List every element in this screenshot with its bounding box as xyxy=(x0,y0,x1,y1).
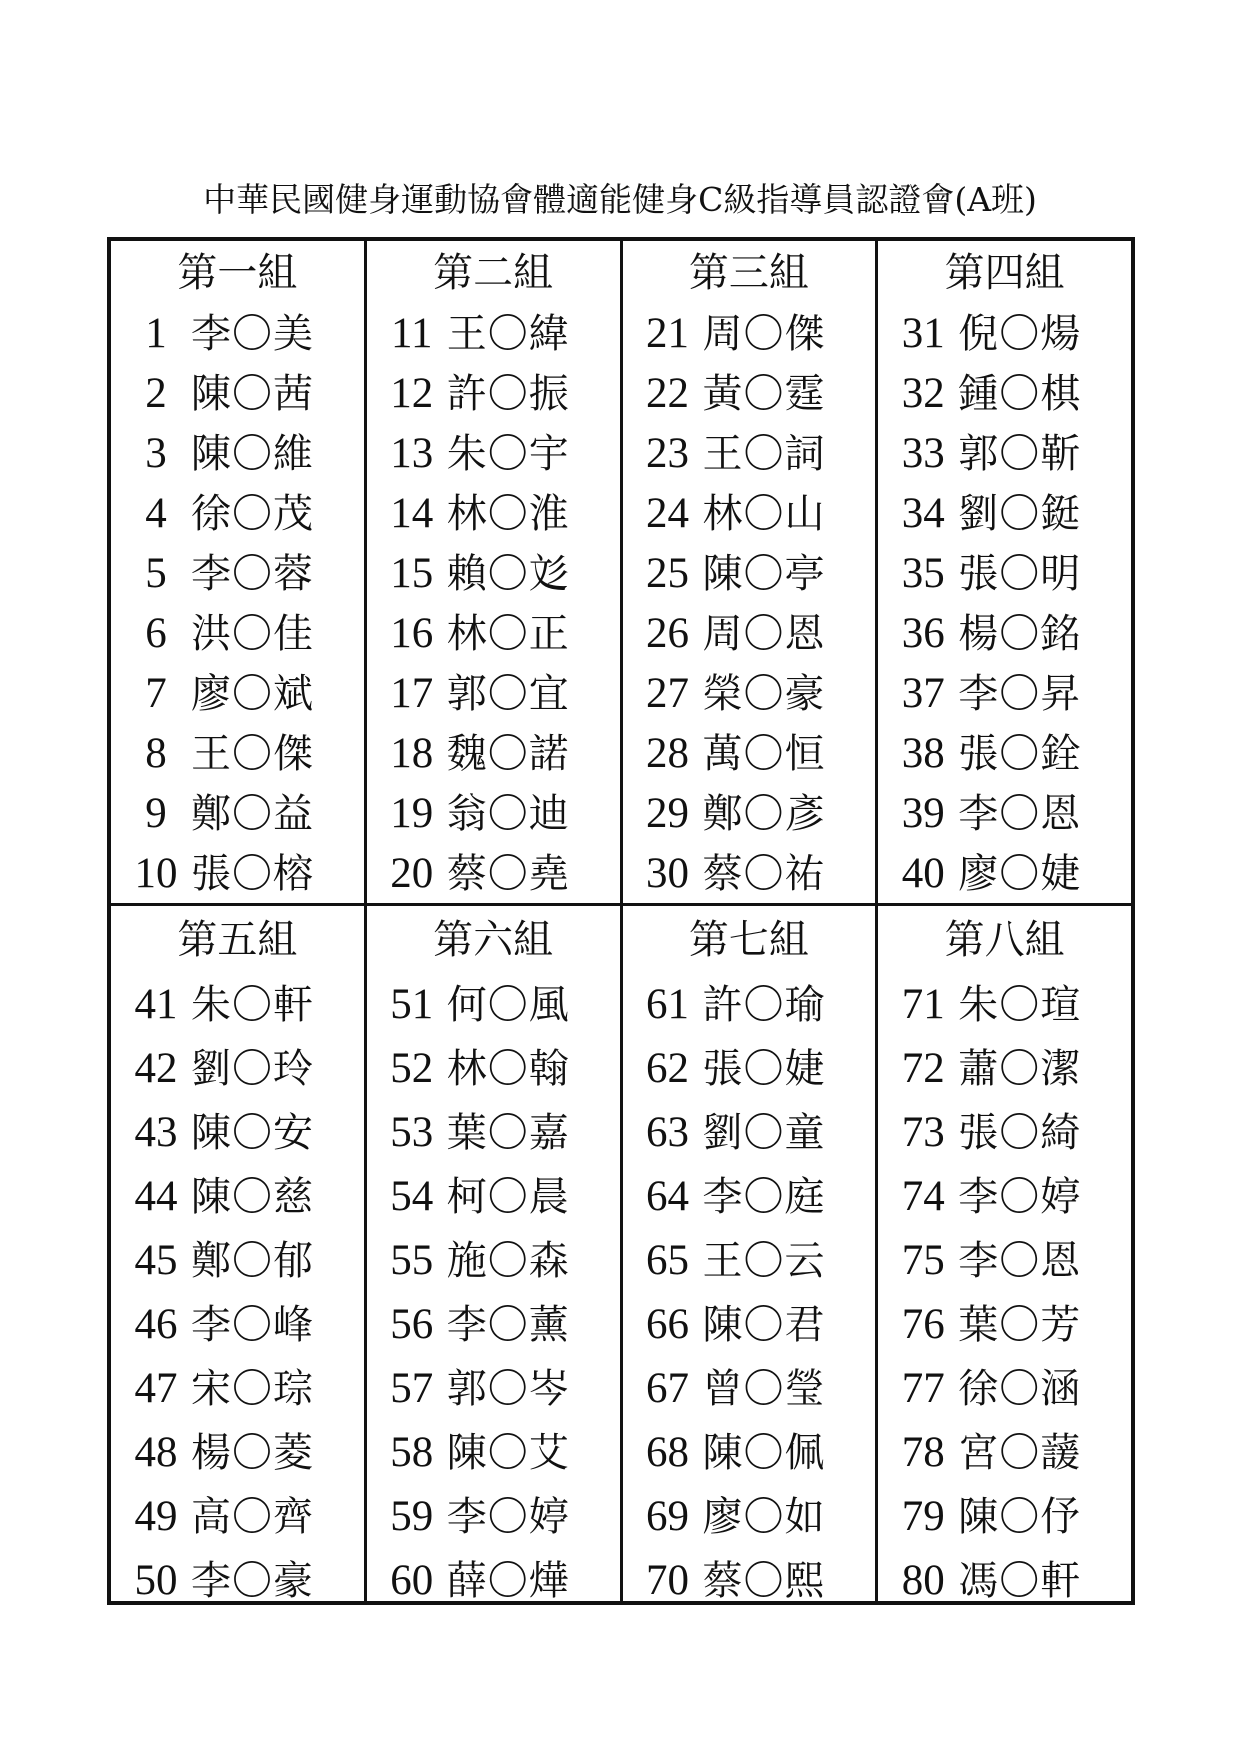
member-row xyxy=(623,1549,876,1613)
member-row xyxy=(878,1101,1131,1165)
member-name: 葉〇芳 xyxy=(958,1302,1082,1348)
member-row xyxy=(878,1485,1131,1549)
member-list xyxy=(623,973,876,1613)
member-number: 7 xyxy=(145,670,167,717)
member-name: 周〇傑 xyxy=(702,311,826,357)
member-name: 郭〇靳 xyxy=(958,431,1082,477)
group-heading: 第五組 xyxy=(177,917,298,963)
member-number: 72 xyxy=(901,1045,945,1092)
member-number: 54 xyxy=(390,1173,434,1220)
member-name: 宋〇琮 xyxy=(191,1366,314,1412)
member-number: 68 xyxy=(646,1429,689,1476)
member-number: 50 xyxy=(134,1557,178,1604)
member-name: 張〇銓 xyxy=(958,731,1082,777)
member-name: 陳〇亭 xyxy=(702,551,826,597)
member-row xyxy=(623,364,876,424)
group-heading: 第六組 xyxy=(433,917,554,963)
member-number: 80 xyxy=(901,1557,945,1604)
member-name: 榮〇豪 xyxy=(702,671,826,717)
member-row xyxy=(878,784,1131,844)
member-name: 柯〇晨 xyxy=(446,1174,570,1220)
member-number: 31 xyxy=(901,310,945,357)
member-name: 林〇山 xyxy=(702,491,826,537)
member-number: 20 xyxy=(390,850,434,897)
member-name: 王〇傑 xyxy=(191,731,314,777)
member-name: 劉〇鋌 xyxy=(958,491,1082,537)
member-name: 林〇翰 xyxy=(446,1046,570,1092)
member-row xyxy=(367,1485,620,1549)
member-row xyxy=(111,1037,364,1101)
member-row xyxy=(367,304,620,364)
member-number: 24 xyxy=(646,490,689,537)
member-name: 張〇綺 xyxy=(958,1110,1082,1156)
group-heading: 第二組 xyxy=(433,250,554,296)
member-row xyxy=(623,1037,876,1101)
member-number: 60 xyxy=(390,1557,434,1604)
member-name: 宮〇蘐 xyxy=(958,1430,1082,1476)
member-number: 41 xyxy=(134,981,178,1028)
member-row xyxy=(878,1037,1131,1101)
member-name: 李〇薰 xyxy=(446,1302,570,1348)
member-row xyxy=(878,973,1131,1037)
member-row xyxy=(623,724,876,784)
member-row xyxy=(367,1229,620,1293)
member-name: 陳〇君 xyxy=(702,1302,826,1348)
member-name: 李〇豪 xyxy=(191,1558,314,1604)
group-heading: 第七組 xyxy=(688,917,809,963)
member-row xyxy=(111,1485,364,1549)
member-name: 朱〇宇 xyxy=(446,431,570,477)
member-number: 71 xyxy=(901,981,945,1028)
member-row xyxy=(367,1165,620,1229)
member-row xyxy=(623,1229,876,1293)
member-name: 林〇正 xyxy=(446,611,570,657)
member-row xyxy=(623,1165,876,1229)
member-name: 葉〇嘉 xyxy=(446,1110,570,1156)
member-row xyxy=(878,1357,1131,1421)
member-name: 李〇恩 xyxy=(958,791,1082,837)
member-name: 曾〇瑩 xyxy=(702,1366,826,1412)
member-number: 10 xyxy=(134,850,178,897)
member-row xyxy=(367,544,620,604)
member-row xyxy=(623,973,876,1037)
member-number: 21 xyxy=(646,310,689,357)
member-row xyxy=(878,304,1131,364)
member-row xyxy=(367,1293,620,1357)
member-row xyxy=(367,604,620,664)
member-number: 35 xyxy=(901,550,945,597)
member-row xyxy=(623,664,876,724)
group-heading: 第一組 xyxy=(177,250,298,296)
member-number: 6 xyxy=(145,610,167,657)
member-number: 33 xyxy=(901,430,945,477)
member-name: 廖〇如 xyxy=(702,1494,826,1540)
member-list xyxy=(367,304,620,904)
member-row xyxy=(878,1229,1131,1293)
member-name: 陳〇茜 xyxy=(191,371,314,417)
member-name: 翁〇迪 xyxy=(446,791,570,837)
member-name: 高〇齊 xyxy=(191,1494,314,1540)
member-row xyxy=(367,1549,620,1613)
member-name: 施〇森 xyxy=(446,1238,570,1284)
member-row xyxy=(623,604,876,664)
member-name: 廖〇斌 xyxy=(191,671,314,717)
member-number: 78 xyxy=(901,1429,945,1476)
member-number: 36 xyxy=(901,610,945,657)
member-name: 蔡〇祐 xyxy=(702,851,826,897)
member-name: 楊〇菱 xyxy=(191,1430,314,1476)
group-cell xyxy=(878,906,1131,1604)
member-number: 18 xyxy=(390,730,434,777)
member-number: 16 xyxy=(390,610,434,657)
member-number: 32 xyxy=(901,370,945,417)
member-name: 李〇婷 xyxy=(958,1174,1082,1220)
member-number: 58 xyxy=(390,1429,434,1476)
member-number: 17 xyxy=(390,670,434,717)
member-number: 8 xyxy=(145,730,167,777)
member-row xyxy=(623,1485,876,1549)
member-row xyxy=(367,1037,620,1101)
member-row xyxy=(111,1293,364,1357)
member-name: 林〇淮 xyxy=(446,491,570,537)
member-row xyxy=(367,844,620,904)
member-number: 53 xyxy=(390,1109,434,1156)
member-number: 13 xyxy=(390,430,434,477)
member-name: 洪〇佳 xyxy=(191,611,314,657)
member-number: 77 xyxy=(901,1365,945,1412)
group-heading: 第四組 xyxy=(944,250,1065,296)
member-row xyxy=(623,1421,876,1485)
roster-row-bottom xyxy=(111,903,1131,1604)
member-number: 2 xyxy=(145,370,167,417)
member-name: 周〇恩 xyxy=(702,611,826,657)
member-number: 46 xyxy=(134,1301,178,1348)
member-row xyxy=(111,1165,364,1229)
member-row xyxy=(111,484,364,544)
member-name: 蔡〇熙 xyxy=(702,1558,826,1604)
member-row xyxy=(623,424,876,484)
member-number: 73 xyxy=(901,1109,945,1156)
member-number: 74 xyxy=(901,1173,945,1220)
member-number: 27 xyxy=(646,670,689,717)
member-name: 李〇庭 xyxy=(702,1174,826,1220)
member-number: 64 xyxy=(646,1173,689,1220)
member-row xyxy=(367,784,620,844)
group-cell xyxy=(367,241,623,903)
member-number: 14 xyxy=(390,490,434,537)
member-row xyxy=(623,844,876,904)
member-number: 76 xyxy=(901,1301,945,1348)
member-row xyxy=(367,664,620,724)
member-row xyxy=(878,544,1131,604)
member-name: 郭〇岑 xyxy=(446,1366,570,1412)
member-number: 12 xyxy=(390,370,434,417)
member-row xyxy=(111,1229,364,1293)
member-number: 23 xyxy=(646,430,689,477)
member-name: 何〇風 xyxy=(446,982,570,1028)
member-row xyxy=(111,973,364,1037)
member-name: 張〇明 xyxy=(958,551,1082,597)
member-name: 薛〇燁 xyxy=(446,1558,570,1604)
member-name: 朱〇軒 xyxy=(191,982,314,1028)
member-list xyxy=(623,304,876,904)
member-number: 65 xyxy=(646,1237,689,1284)
member-name: 鍾〇棋 xyxy=(958,371,1082,417)
member-number: 56 xyxy=(390,1301,434,1348)
member-row xyxy=(367,724,620,784)
member-name: 徐〇茂 xyxy=(191,491,314,537)
member-number: 30 xyxy=(646,850,689,897)
member-row xyxy=(623,784,876,844)
member-row xyxy=(878,1421,1131,1485)
member-name: 王〇云 xyxy=(702,1238,826,1284)
member-number: 15 xyxy=(390,550,434,597)
member-name: 李〇婷 xyxy=(446,1494,570,1540)
member-row xyxy=(111,604,364,664)
member-list xyxy=(111,973,364,1613)
member-name: 李〇昇 xyxy=(958,671,1082,717)
member-number: 45 xyxy=(134,1237,178,1284)
member-number: 55 xyxy=(390,1237,434,1284)
member-number: 44 xyxy=(134,1173,178,1220)
member-name: 許〇瑜 xyxy=(702,982,826,1028)
member-row xyxy=(367,1357,620,1421)
group-cell xyxy=(623,241,879,903)
member-row xyxy=(878,1549,1131,1613)
group-cell xyxy=(111,241,367,903)
member-name: 鄭〇益 xyxy=(191,791,314,837)
member-number: 61 xyxy=(646,981,689,1028)
member-number: 1 xyxy=(145,310,167,357)
member-row xyxy=(878,844,1131,904)
member-number: 66 xyxy=(646,1301,689,1348)
member-number: 4 xyxy=(145,490,167,537)
member-number: 22 xyxy=(646,370,689,417)
member-number: 28 xyxy=(646,730,689,777)
member-name: 陳〇安 xyxy=(191,1110,314,1156)
group-roster-table xyxy=(107,237,1135,1605)
member-name: 陳〇慈 xyxy=(191,1174,314,1220)
member-row xyxy=(878,604,1131,664)
member-name: 劉〇童 xyxy=(702,1110,826,1156)
member-name: 陳〇佩 xyxy=(702,1430,826,1476)
member-number: 37 xyxy=(901,670,945,717)
group-cell xyxy=(367,906,623,1604)
member-number: 29 xyxy=(646,790,689,837)
member-name: 鄭〇彥 xyxy=(702,791,826,837)
member-row xyxy=(878,1293,1131,1357)
member-name: 王〇詞 xyxy=(702,431,826,477)
member-name: 李〇美 xyxy=(191,311,314,357)
member-name: 蕭〇潔 xyxy=(958,1046,1082,1092)
member-name: 郭〇宜 xyxy=(446,671,570,717)
member-name: 許〇振 xyxy=(446,371,570,417)
member-row xyxy=(111,844,364,904)
member-number: 11 xyxy=(391,310,433,357)
member-number: 39 xyxy=(901,790,945,837)
member-row xyxy=(111,664,364,724)
member-row xyxy=(623,1357,876,1421)
member-name: 張〇婕 xyxy=(702,1046,826,1092)
member-row xyxy=(111,1421,364,1485)
member-number: 43 xyxy=(134,1109,178,1156)
member-row xyxy=(367,973,620,1037)
page-title: 中華民國健身運動協會體適能健身C級指導員認證會(A班) xyxy=(203,180,1037,219)
member-name: 李〇恩 xyxy=(958,1238,1082,1284)
roster-row-top xyxy=(111,241,1131,903)
member-number: 26 xyxy=(646,610,689,657)
member-number: 34 xyxy=(901,490,945,537)
member-row xyxy=(111,544,364,604)
member-number: 69 xyxy=(646,1493,689,1540)
group-cell xyxy=(111,906,367,1604)
group-heading: 第八組 xyxy=(944,917,1065,963)
member-row xyxy=(878,724,1131,784)
member-row xyxy=(878,484,1131,544)
member-name: 鄭〇郁 xyxy=(191,1238,314,1284)
member-number: 9 xyxy=(145,790,167,837)
member-number: 40 xyxy=(901,850,945,897)
member-name: 陳〇維 xyxy=(191,431,314,477)
member-number: 52 xyxy=(390,1045,434,1092)
member-number: 49 xyxy=(134,1493,178,1540)
member-row xyxy=(111,1357,364,1421)
member-name: 朱〇瑄 xyxy=(958,982,1082,1028)
member-number: 63 xyxy=(646,1109,689,1156)
member-name: 廖〇婕 xyxy=(958,851,1082,897)
member-row xyxy=(878,364,1131,424)
member-number: 38 xyxy=(901,730,945,777)
member-number: 67 xyxy=(646,1365,689,1412)
member-number: 59 xyxy=(390,1493,434,1540)
member-row xyxy=(111,364,364,424)
member-number: 75 xyxy=(901,1237,945,1284)
member-number: 3 xyxy=(145,430,167,477)
member-row xyxy=(367,364,620,424)
member-name: 蔡〇堯 xyxy=(446,851,570,897)
member-row xyxy=(878,1165,1131,1229)
member-number: 48 xyxy=(134,1429,178,1476)
member-number: 42 xyxy=(134,1045,178,1092)
member-name: 賴〇彣 xyxy=(446,551,570,597)
member-name: 馮〇軒 xyxy=(958,1558,1082,1604)
member-row xyxy=(111,424,364,484)
member-row xyxy=(367,1101,620,1165)
member-name: 楊〇銘 xyxy=(958,611,1082,657)
member-row xyxy=(111,1101,364,1165)
group-cell xyxy=(623,906,879,1604)
member-name: 陳〇伃 xyxy=(958,1494,1082,1540)
member-name: 黃〇霆 xyxy=(702,371,826,417)
member-number: 70 xyxy=(646,1557,689,1604)
member-row xyxy=(367,424,620,484)
member-row xyxy=(878,424,1131,484)
member-number: 19 xyxy=(390,790,434,837)
member-number: 5 xyxy=(145,550,167,597)
member-row xyxy=(623,544,876,604)
member-row xyxy=(111,304,364,364)
member-list xyxy=(878,973,1131,1613)
member-row xyxy=(111,724,364,784)
member-number: 62 xyxy=(646,1045,689,1092)
member-list xyxy=(878,304,1131,904)
member-name: 張〇榕 xyxy=(191,851,314,897)
member-name: 陳〇艾 xyxy=(446,1430,570,1476)
member-name: 李〇峰 xyxy=(191,1302,314,1348)
member-name: 倪〇煬 xyxy=(958,311,1082,357)
member-list xyxy=(111,304,364,904)
member-row xyxy=(367,484,620,544)
member-name: 萬〇恒 xyxy=(702,731,826,777)
member-name: 王〇緯 xyxy=(446,311,570,357)
member-number: 57 xyxy=(390,1365,434,1412)
member-row xyxy=(623,484,876,544)
member-number: 51 xyxy=(390,981,434,1028)
member-number: 25 xyxy=(646,550,689,597)
member-name: 徐〇涵 xyxy=(958,1366,1082,1412)
member-name: 魏〇諾 xyxy=(446,731,570,777)
member-number: 47 xyxy=(134,1365,178,1412)
member-row xyxy=(367,1421,620,1485)
member-row xyxy=(623,1101,876,1165)
member-row xyxy=(623,304,876,364)
member-row xyxy=(111,784,364,844)
member-name: 劉〇玲 xyxy=(191,1046,314,1092)
member-list xyxy=(367,973,620,1613)
member-row xyxy=(878,664,1131,724)
group-heading: 第三組 xyxy=(688,250,809,296)
member-row xyxy=(623,1293,876,1357)
member-row xyxy=(111,1549,364,1613)
group-cell xyxy=(878,241,1131,903)
member-number: 79 xyxy=(901,1493,945,1540)
member-name: 李〇蓉 xyxy=(191,551,314,597)
